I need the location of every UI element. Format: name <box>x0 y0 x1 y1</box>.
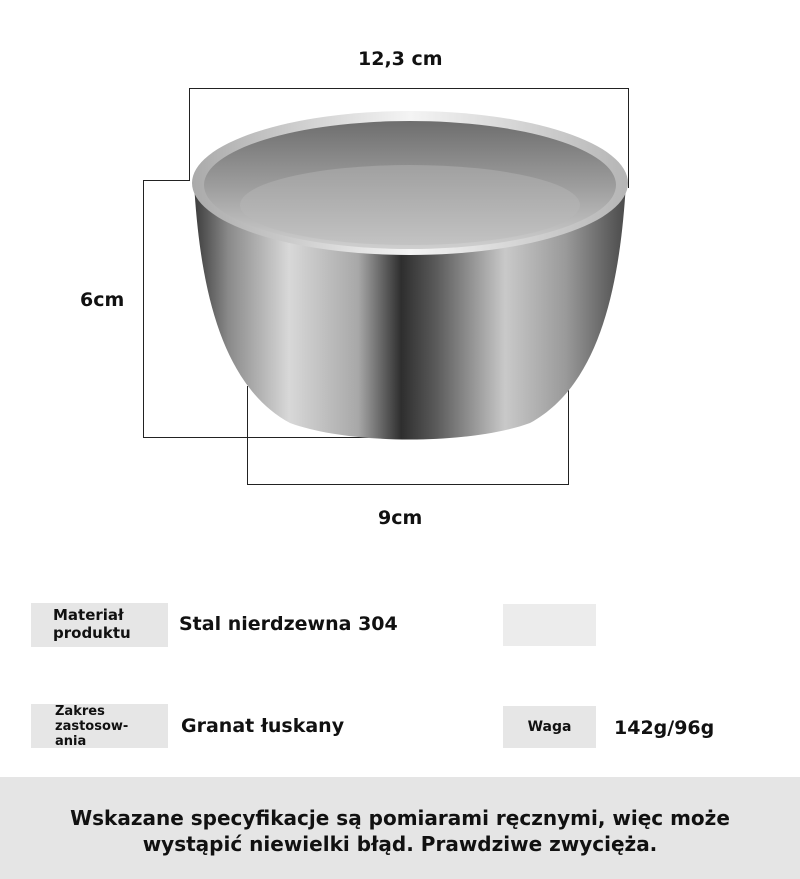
weight-label <box>503 706 596 748</box>
material-label <box>31 603 168 647</box>
footer-note-line1: Wskazane specyfikacje są pomiarami ręcznymi, więc może <box>70 806 730 830</box>
top-width-label: 12,3 cm <box>352 46 449 72</box>
bottom-width-line <box>247 484 569 485</box>
usage-label <box>31 704 168 748</box>
weight-label-text: Waga <box>527 719 572 735</box>
top-width-line <box>189 88 629 89</box>
steel-bowl-image <box>180 105 640 450</box>
material-value: Stal nierdzewna 304 <box>179 613 398 635</box>
bottom-width-label: 9cm <box>372 505 428 531</box>
weight-value: 142g/96g <box>614 717 715 739</box>
height-label: 6cm <box>74 287 130 313</box>
material-label-text: Materiał produktu <box>53 606 131 642</box>
usage-value: Granat łuskany <box>181 715 345 737</box>
footer-note-line2: wystąpić niewielki błąd. Prawdziwe zwycięża. <box>142 832 658 856</box>
footer-note <box>40 805 760 857</box>
height-line <box>143 180 144 438</box>
blank-label-box <box>503 604 596 646</box>
usage-label-text: Zakres zastosow-ania <box>55 704 129 749</box>
